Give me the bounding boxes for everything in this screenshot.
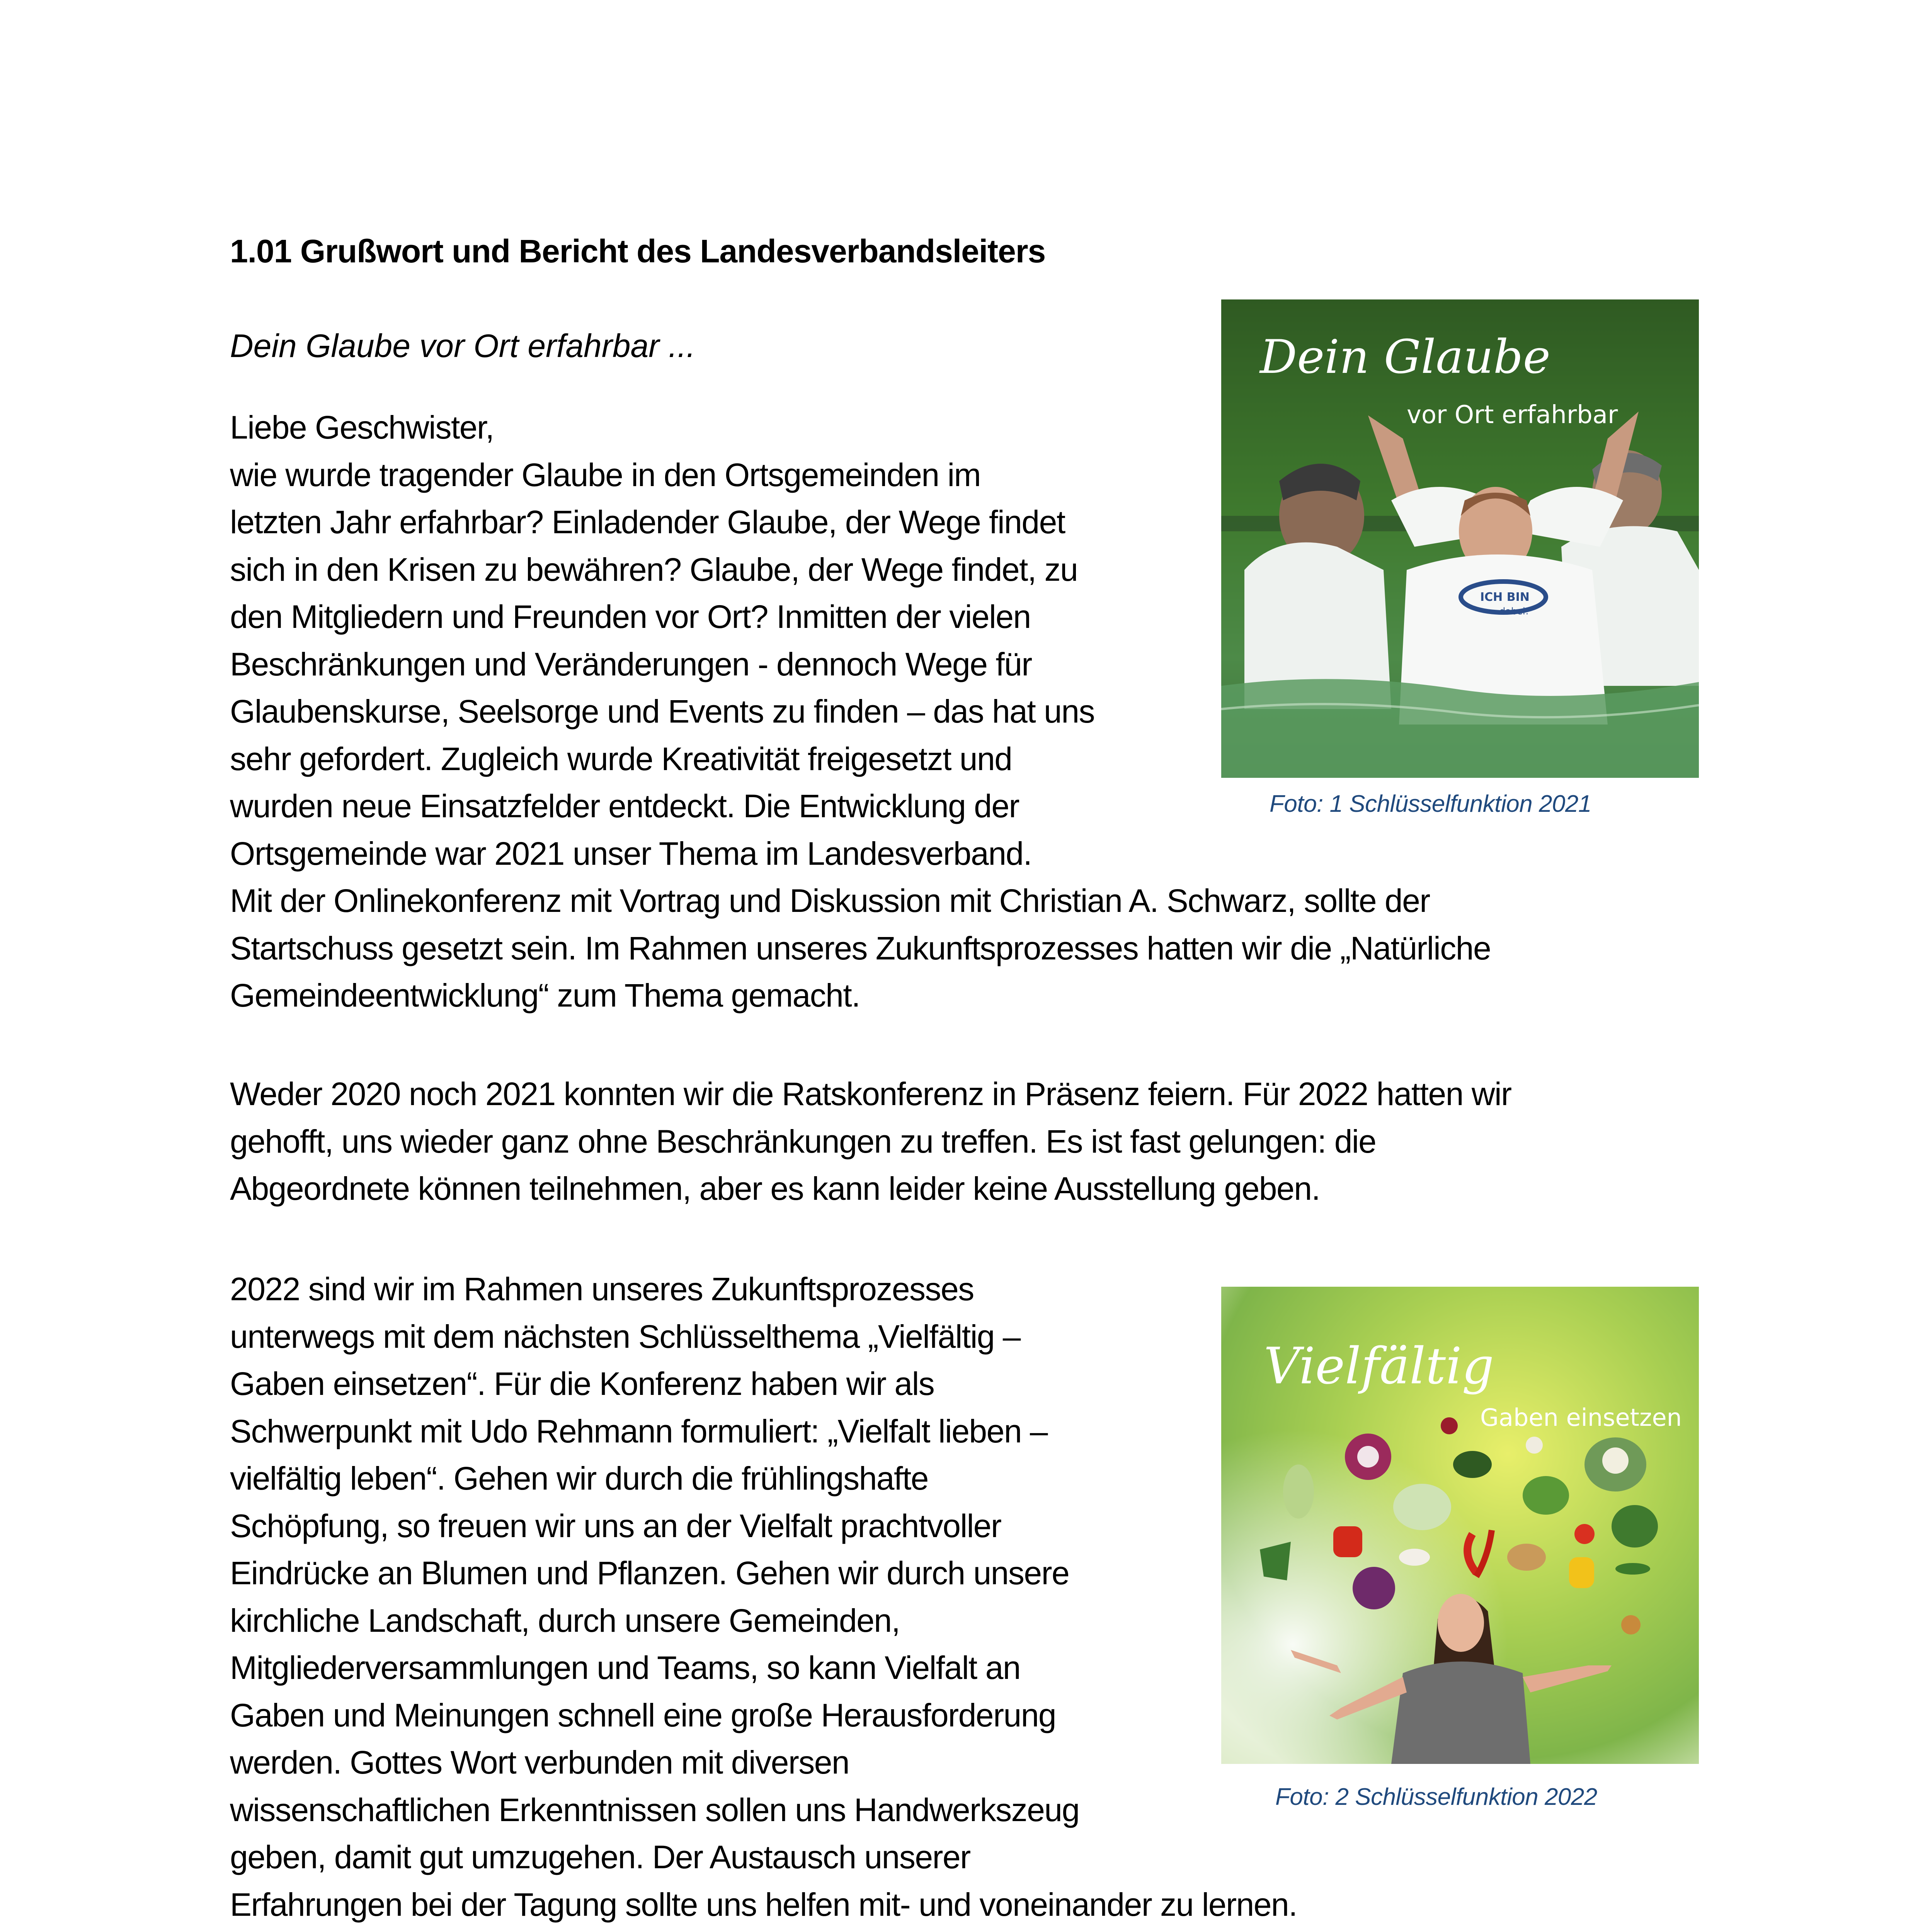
text-line: wissenschaftlichen Erkenntnissen sollen uns Handwerkszeug: [230, 1791, 1079, 1828]
photo-overlay-subtitle: vor Ort erfahrbar: [1407, 401, 1618, 429]
text-line: Erfahrungen bei der Tagung sollte uns helfen mit- und voneinander zu lernen.: [230, 1886, 1297, 1923]
text-line: letzten Jahr erfahrbar? Einladender Glaube, der Wege findet: [230, 504, 1065, 540]
text-line: Liebe Geschwister,: [230, 409, 494, 446]
text-line: Glaubenskurse, Seelsorge und Events zu finden – das hat uns: [230, 693, 1095, 730]
paragraph-conference: [230, 1070, 1511, 1213]
text-line: Beschränkungen und Veränderungen - dennoch Wege für: [230, 646, 1032, 682]
text-line: gehofft, uns wieder ganz ohne Beschränkungen zu treffen. Es ist fast gelungen: die: [230, 1123, 1376, 1160]
text-line: Ortsgemeinde war 2021 unser Thema im Landesverband.: [230, 835, 1032, 872]
text-line: Schwerpunkt mit Udo Rehmann formuliert: „Vielfalt lieben –: [230, 1413, 1048, 1449]
text-line: wie wurde tragender Glaube in den Ortsgemeinden im: [230, 456, 981, 493]
figure-caption: Foto: 1 Schlüsselfunktion 2021: [1270, 791, 1591, 817]
paragraph-future-process: [230, 1265, 1297, 1928]
text-line: vielfältig leben“. Gehen wir durch die frühlingshafte: [230, 1460, 928, 1497]
text-line: Gemeindeentwicklung“ zum Thema gemacht.: [230, 977, 860, 1014]
text-line: Gaben und Meinungen schnell eine große Herausforderung: [230, 1697, 1056, 1733]
text-line: Mit der Onlinekonferenz mit Vortrag und Diskussion mit Christian A. Schwarz, sollte der: [230, 883, 1430, 919]
text-line: Eindrücke an Blumen und Pflanzen. Gehen wir durch unsere: [230, 1555, 1069, 1591]
shirt-logo-subtext: dabei!: [1499, 606, 1529, 617]
text-line: Gaben einsetzen“. Für die Konferenz haben wir als: [230, 1366, 934, 1402]
text-line: den Mitgliedern und Freunden vor Ort? Inmitten der vielen: [230, 599, 1031, 635]
text-line: sich in den Krisen zu bewähren? Glaube, der Wege findet, zu: [230, 551, 1078, 588]
shirt-logo-text: ICH BIN: [1480, 590, 1530, 604]
photo-overlay-title: Dein Glaube: [1260, 330, 1550, 384]
text-line: Abgeordnete können teilnehmen, aber es kann leider keine Ausstellung geben.: [230, 1170, 1320, 1207]
text-line: kirchliche Landschaft, durch unsere Gemeinden,: [230, 1602, 900, 1639]
text-line: 2022 sind wir im Rahmen unseres Zukunftsprozesses: [230, 1271, 974, 1307]
text-line: unterwegs mit dem nächsten Schlüsselthema „Vielfältig –: [230, 1318, 1021, 1355]
figure-baptism-photo: [1221, 299, 1699, 778]
text-line: werden. Gottes Wort verbunden mit diversen: [230, 1744, 849, 1781]
figure-vielfaeltig-photo: [1221, 1287, 1699, 1764]
text-line: geben, damit gut umzugehen. Der Austausch unserer: [230, 1839, 970, 1875]
text-line: Weder 2020 noch 2021 konnten wir die Ratskonferenz in Präsenz feiern. Für 2022 hatten wir: [230, 1076, 1511, 1112]
vielfaeltig-photo-image: [1221, 1287, 1699, 1764]
section-heading: 1.01 Grußwort und Bericht des Landesverbandsleiters: [230, 233, 1046, 269]
baptism-photo-image: [1221, 299, 1699, 778]
text-line: Schöpfung, so freuen wir uns an der Vielfalt prachtvoller: [230, 1507, 1001, 1544]
figure-caption: Foto: 2 Schlüsselfunktion 2022: [1275, 1784, 1597, 1810]
photo-overlay-title: Vielfältig: [1264, 1337, 1494, 1395]
section-subtitle: Dein Glaube vor Ort erfahrbar ...: [230, 328, 696, 364]
text-line: wurden neue Einsatzfelder entdeckt. Die Entwicklung der: [230, 788, 1019, 824]
text-line: Startschuss gesetzt sein. Im Rahmen unseres Zukunftsprozesses hatten wir die „Natürliche: [230, 930, 1491, 966]
text-line: sehr gefordert. Zugleich wurde Kreativität freigesetzt und: [230, 740, 1012, 777]
photo-overlay-subtitle: Gaben einsetzen: [1480, 1403, 1682, 1432]
text-line: Mitgliederversammlungen und Teams, so kann Vielfalt an: [230, 1650, 1021, 1686]
